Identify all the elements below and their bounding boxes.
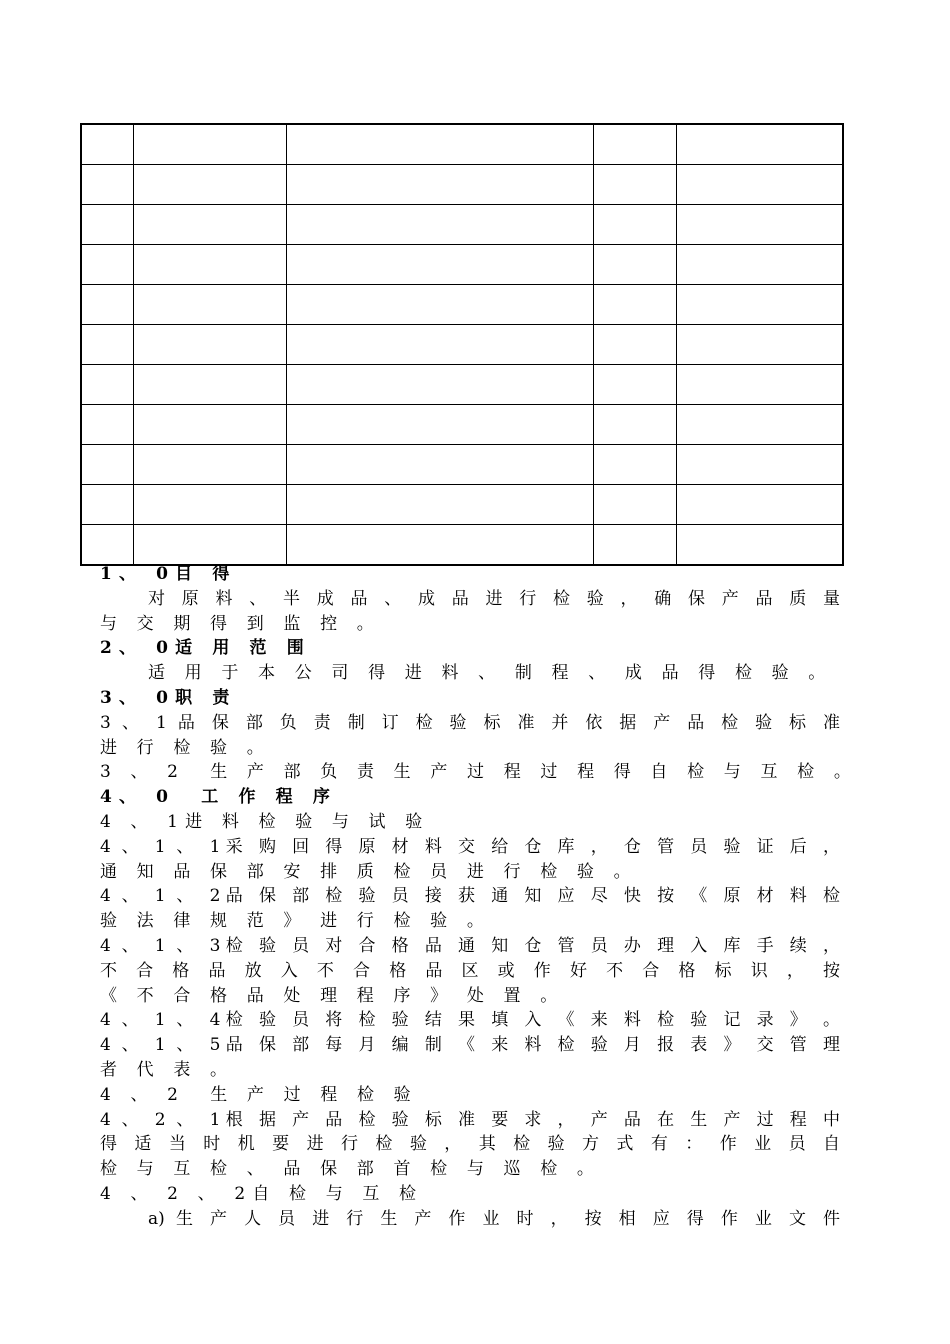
table-cell (286, 124, 593, 165)
table-row (81, 285, 843, 325)
text-line: 4 、 1 、 5品 保 部 每 月 编 制 《 来 料 检 验 月 报 表 》 交 管 理 (100, 1035, 840, 1056)
text-line: 适 用 于 本 公 司 得 进 料 、 制 程 、 成 品 得 检 验 。 (148, 663, 833, 684)
revision-table-body (81, 124, 843, 565)
table-cell (676, 124, 843, 165)
table-cell (81, 325, 133, 365)
table-cell (593, 525, 676, 566)
table-cell (676, 325, 843, 365)
text-line: 3 、 1 品 保 部 负 责 制 订 检 验 标 准 并 依 据 产 品 检 验 标 准 (100, 712, 840, 733)
table-cell (133, 165, 286, 205)
text-line: 者 代 表 。 (100, 1059, 235, 1080)
table-cell (133, 525, 286, 566)
table-cell (676, 165, 843, 205)
table-cell (133, 285, 286, 325)
table-cell (593, 485, 676, 525)
table-cell (81, 245, 133, 285)
table-cell (593, 325, 676, 365)
text-line: 得 适 当 时 机 要 进 行 检 验 ， 其 检 验 方 式 有 ： 作 业 员 自 (100, 1134, 840, 1155)
table-cell (286, 365, 593, 405)
text-line: 4 、 2 、 2自 检 与 互 检 (100, 1183, 424, 1204)
table-row (81, 525, 843, 566)
table-cell (593, 405, 676, 445)
table-cell (286, 405, 593, 445)
table-cell (81, 485, 133, 525)
table-cell (286, 525, 593, 566)
table-row (81, 445, 843, 485)
text-line: a) 生 产 人 员 进 行 生 产 作 业 时 ， 按 相 应 得 作 业 文 件 (148, 1208, 840, 1229)
table-cell (81, 205, 133, 245)
table-cell (81, 525, 133, 566)
section-heading: 3、 0职 责 (100, 687, 237, 708)
table-cell (593, 165, 676, 205)
document-body (100, 562, 858, 1232)
text-line: 4 、 1进 料 检 验 与 试 验 (100, 811, 430, 832)
table-cell (676, 405, 843, 445)
text-line: 检 与 互 检 、 品 保 部 首 检 与 巡 检 。 (100, 1159, 602, 1180)
table-cell (81, 124, 133, 165)
revision-table (80, 123, 844, 566)
table-cell (133, 445, 286, 485)
text-line: 进 行 检 验 。 (100, 737, 271, 758)
text-line: 4 、 1 、 2品 保 部 检 验 员 接 获 通 知 应 尽 快 按 《 原 材 料 检 (100, 886, 840, 907)
section-heading: 1、 0目 得 (100, 564, 237, 584)
table-cell (676, 365, 843, 405)
table-row (81, 205, 843, 245)
table-row (81, 325, 843, 365)
table-cell (593, 365, 676, 405)
table-cell (133, 405, 286, 445)
table-cell (676, 205, 843, 245)
table-cell (593, 285, 676, 325)
table-row (81, 485, 843, 525)
table-cell (593, 245, 676, 285)
table-cell (81, 365, 133, 405)
text-line: 4 、 1 、 3检 验 员 对 合 格 品 通 知 仓 管 员 办 理 入 库 手 续 ， (100, 935, 840, 956)
table-cell (286, 205, 593, 245)
section-heading: 4、 0 工 作 程 序 (100, 787, 337, 808)
table-row (81, 165, 843, 205)
text-line: 4 、 1 、 1采 购 回 得 原 材 料 交 给 仓 库 ， 仓 管 员 验 证 后 ， (100, 836, 840, 857)
table-cell (593, 124, 676, 165)
table-cell (133, 205, 286, 245)
table-row (81, 365, 843, 405)
table-cell (133, 485, 286, 525)
text-line: 不 合 格 品 放 入 不 合 格 品 区 或 作 好 不 合 格 标 识 ， 按 (100, 960, 840, 981)
table-cell (676, 485, 843, 525)
table-cell (81, 285, 133, 325)
text-line: 通 知 品 保 部 安 排 质 检 员 进 行 检 验 。 (100, 861, 638, 882)
text-line: 3 、 2 生 产 部 负 责 生 产 过 程 过 程 得 自 检 与 互 检 。 (100, 762, 858, 783)
table-cell (593, 445, 676, 485)
text-line: 4 、 2 生 产 过 程 检 验 (100, 1084, 418, 1105)
table-cell (593, 205, 676, 245)
table-row (81, 245, 843, 285)
table-cell (286, 485, 593, 525)
text-line: 验 法 律 规 范 》 进 行 检 验 。 (100, 911, 491, 932)
table-cell (133, 365, 286, 405)
text-line: 4 、 1 、 4检 验 员 将 检 验 结 果 填 入 《 来 料 检 验 记 录 》 。 (100, 1010, 840, 1031)
text-line: 对 原 料 、 半 成 品 、 成 品 进 行 检 验 ， 确 保 产 品 质 量 (148, 588, 840, 609)
table-cell (286, 445, 593, 485)
table-cell (81, 405, 133, 445)
section-heading: 2、 0适 用 范 围 (100, 638, 311, 659)
table-cell (81, 165, 133, 205)
table-cell (676, 525, 843, 566)
table-cell (286, 165, 593, 205)
text-line: 《 不 合 格 品 处 理 程 序 》 处 置 。 (100, 985, 565, 1006)
table-cell (286, 285, 593, 325)
table-cell (676, 445, 843, 485)
table-cell (676, 285, 843, 325)
text-line: 与 交 期 得 到 监 控 。 (100, 613, 381, 634)
table-cell (286, 325, 593, 365)
table-cell (81, 445, 133, 485)
table-row (81, 405, 843, 445)
table-cell (133, 245, 286, 285)
table-cell (133, 124, 286, 165)
table-cell (286, 245, 593, 285)
table-cell (676, 245, 843, 285)
text-line: 4 、 2 、 1根 据 产 品 检 验 标 准 要 求 ， 产 品 在 生 产 过 程 中 (100, 1109, 840, 1130)
table-row (81, 124, 843, 165)
table-cell (133, 325, 286, 365)
